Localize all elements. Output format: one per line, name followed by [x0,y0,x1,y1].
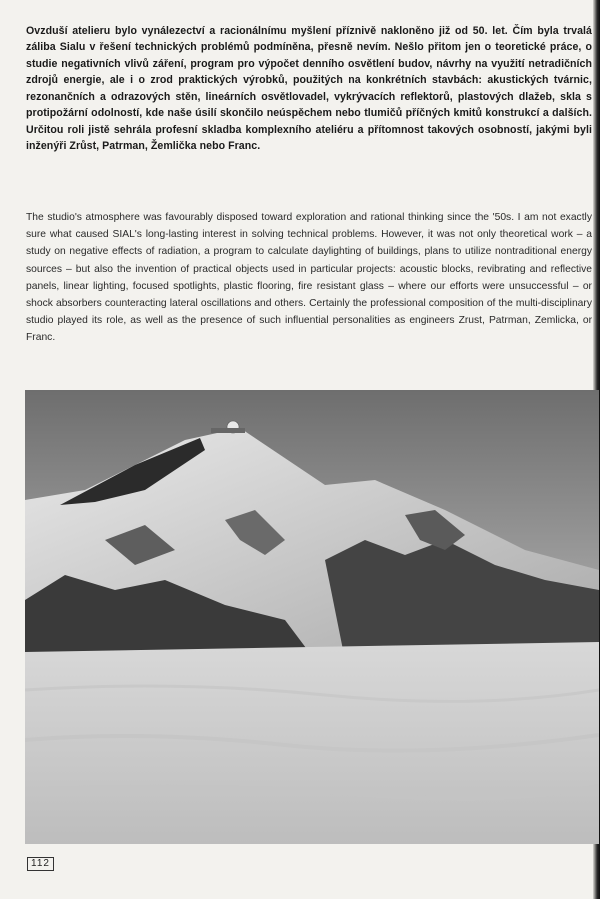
english-paragraph: The studio's atmosphere was favourably disposed toward exploration and rational thinking since the '50s. I am not exactly sure what caused SIAL's long-lasting interest in solving technical problems. However, it was not only theoretical work – a study on negative effects of radiation, a program to calculate daylighting of buildings, plans to utilize nontraditional energy sources – but also the invention of practical objects used in particular projects: acoustic blocks, revibrating and reflective panels, linear lighting, focused spotlights, plastic flooring, fire resistant glass – where our efforts were unsuccessful – or shock absorbers counteracting lateral oscillations and others. Certainly the professional composition of the multi-disciplinary studio played its role, as well as the presence of such influential personalities as engineers Zrust, Patrman, Zemlicka, or Franc. [26,212,592,343]
czech-paragraph: Ovzduší atelieru bylo vynálezectví a racionálnímu myšlení příznivě nakloněno již od 50. let. Čím byla trvalá záliba Sialu v řešení technických problémů podmíněna, přesně nevím. Nešlo přitom jen o teoretické práce, o studie negativních vlivů záření, program pro výpočet denního osvětlení budov, návrhy na využití netradičních zdrojů energie, ale i o zrod praktických výrobků, použitých na konkrétních stavbách: akustických tvárnic, rezonančních a odrazových stěn, lineárních osvětlovadel, vykrývacích reflektorů, plastových dlažeb, skla s protipožární odolností, kde naše úsilí skončilo neúspěchem nebo tlumičů příčných kmitů konstrukcí a dalších. Určitou roli jistě sehrála profesní skladba komplexního ateliéru a přítomnost takových osobností, jakými byli inženýři Zrůst, Patrman, Žemlička nebo Franc. [26,24,592,153]
page-number: 112 [27,857,54,871]
mountain-photo [25,390,599,844]
